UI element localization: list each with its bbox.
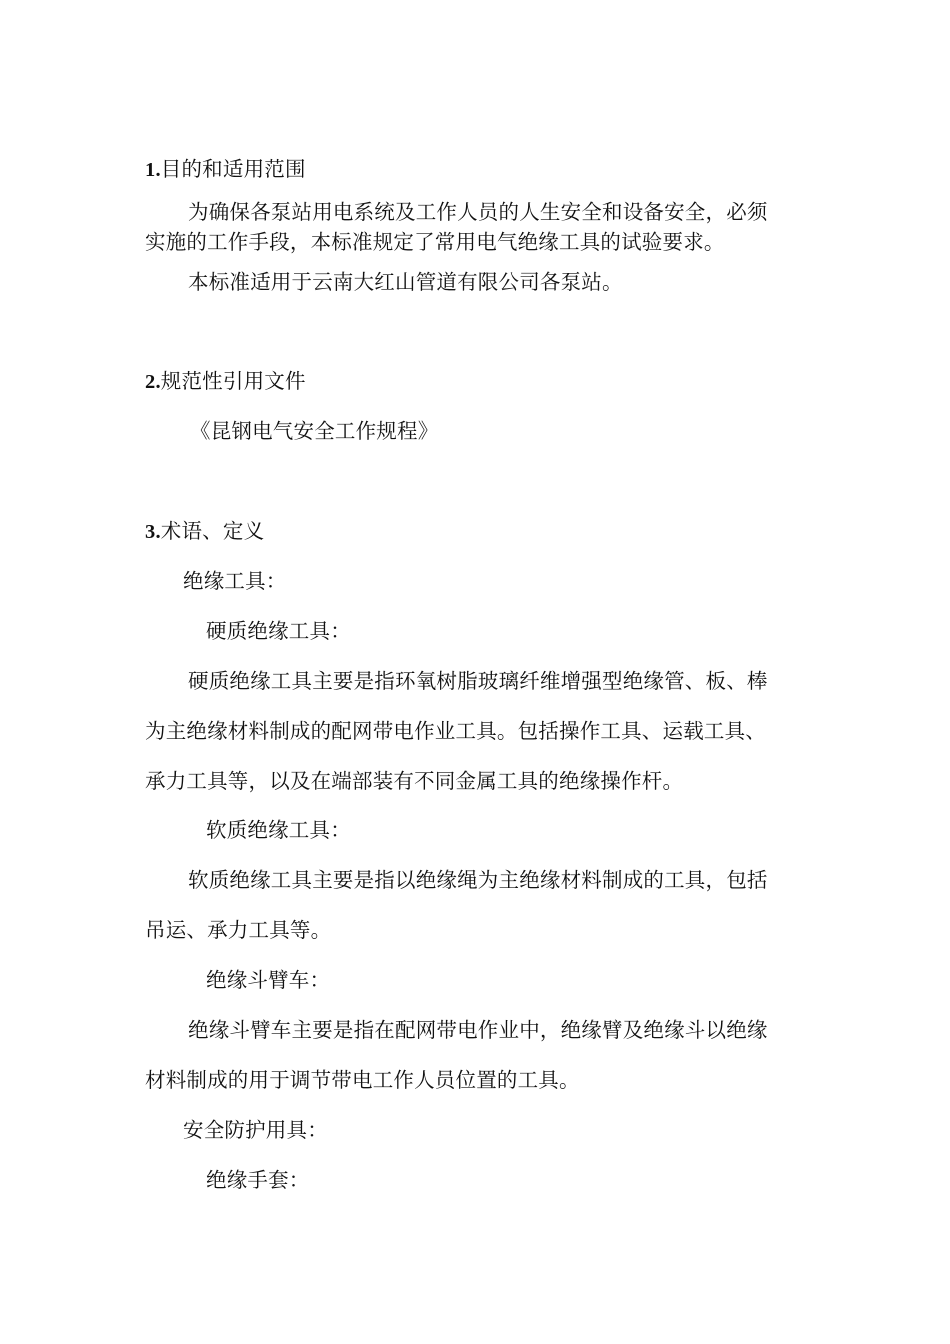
section-3-heading [145,517,810,546]
section-1-paragraph-1-line-1: 为确保各泵站用电系统及工作人员的人生安全和设备安全，必须 [188,200,768,224]
section-2-heading [145,367,810,396]
soft-tools-line-2: 吊运、承力工具等。 [145,918,332,942]
term-soft-insulating-tools: 软质绝缘工具： [206,818,351,842]
section-1-paragraph-2: 本标准适用于云南大红山管道有限公司各泵站。 [188,270,623,294]
hard-tools-line-3: 承力工具等，以及在端部装有不同金属工具的绝缘操作杆。 [145,769,684,793]
section-1-title: 目的和适用范围 [160,157,306,181]
section-2-reference: 《昆钢电气安全工作规程》 [190,419,439,443]
section-2-title: 规范性引用文件 [160,369,306,393]
term-insulating-tools: 绝缘工具： [183,569,287,593]
section-3-title: 术语、定义 [160,519,265,543]
section-1-number: 1. [145,159,161,181]
section-3-number: 3. [145,521,161,543]
bucket-truck-line-2: 材料制成的用于调节带电工作人员位置的工具。 [145,1068,580,1092]
section-2-number: 2. [145,371,161,393]
bucket-truck-line-1: 绝缘斗臂车主要是指在配网带电作业中，绝缘臂及绝缘斗以绝缘 [188,1018,768,1042]
hard-tools-line-2: 为主绝缘材料制成的配网带电作业工具。包括操作工具、运载工具、 [145,719,766,743]
hard-tools-line-1: 硬质绝缘工具主要是指环氧树脂玻璃纤维增强型绝缘管、板、棒 [188,669,768,693]
section-1-paragraph-1-line-2: 实施的工作手段，本标准规定了常用电气绝缘工具的试验要求。 [145,230,725,254]
term-insulated-bucket-truck: 绝缘斗臂车： [206,968,331,992]
term-safety-protective-equipment: 安全防护用具： [183,1118,328,1142]
term-hard-insulating-tools: 硬质绝缘工具： [206,619,351,643]
section-1-heading [145,155,810,184]
soft-tools-line-1: 软质绝缘工具主要是指以绝缘绳为主绝缘材料制成的工具，包括 [188,868,768,892]
term-insulating-gloves: 绝缘手套： [206,1168,310,1192]
